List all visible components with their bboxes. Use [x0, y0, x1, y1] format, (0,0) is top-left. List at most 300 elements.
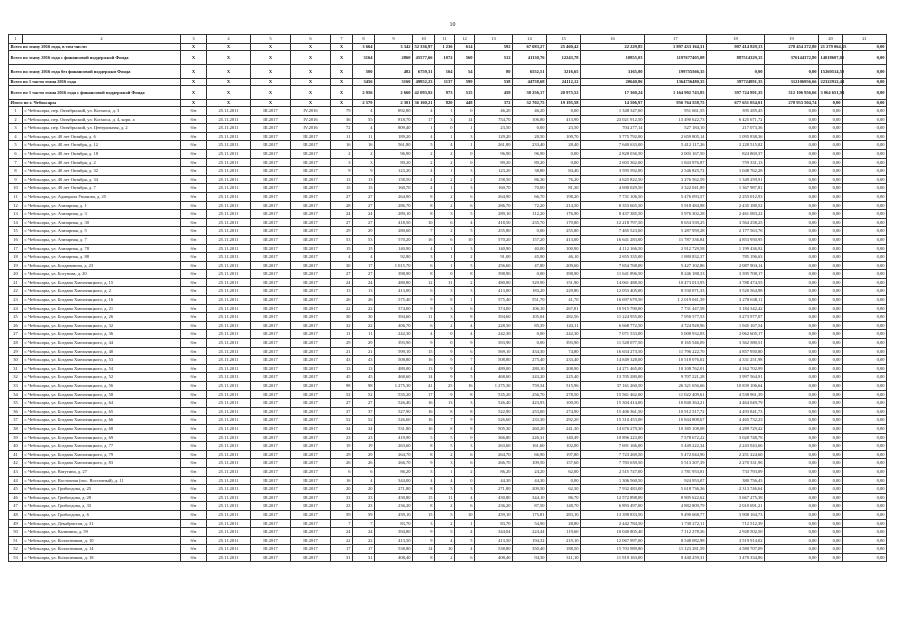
- table-cell: 54,90: [513, 519, 547, 528]
- table-cell: 0: [455, 433, 475, 442]
- table-cell: 242,30: [547, 330, 581, 339]
- table-cell: 4: [435, 536, 455, 545]
- table-cell: б/н: [181, 330, 207, 339]
- table-row: [9, 313, 887, 322]
- table-cell: III.2017: [291, 261, 331, 270]
- table-cell: 27: [331, 399, 353, 408]
- table-cell: 16: [413, 416, 435, 425]
- summary-row: [9, 86, 887, 100]
- table-cell: 515,96: [547, 382, 581, 391]
- table-cell: 0,00: [819, 132, 843, 141]
- table-cell: 11: [353, 330, 375, 339]
- table-cell: 66,70: [513, 192, 547, 201]
- summary-value: 32 702,75: [513, 100, 547, 107]
- table-cell: б/н: [181, 278, 207, 287]
- table-cell: 46: [9, 493, 23, 502]
- table-cell: 286,70: [475, 201, 513, 210]
- table-cell: 6 668 772,50: [581, 321, 645, 330]
- table-cell: 3 520 564,98: [707, 287, 765, 296]
- table-cell: 9: [413, 296, 435, 305]
- table-cell: 25.11.2011: [207, 115, 251, 124]
- table-cell: 25.11.2011: [207, 485, 251, 494]
- table-cell: 16: [413, 407, 435, 416]
- address-cell: г. Чебоксары, ул. Восточная (пос. Восточный), д. 11: [23, 476, 181, 485]
- table-cell: б/н: [181, 493, 207, 502]
- table-cell: III.2017: [291, 304, 331, 313]
- table-cell: 9: [455, 416, 475, 425]
- table-cell: 2 603 362,00: [581, 158, 645, 167]
- table-cell: 38,80: [513, 167, 547, 176]
- table-cell: 413,00: [375, 287, 413, 296]
- table-cell: 25.11.2011: [207, 278, 251, 287]
- table-cell: 0,00: [843, 459, 887, 468]
- table-cell: III.2017: [251, 235, 291, 244]
- table-cell: б/н: [181, 502, 207, 511]
- table-cell: б/н: [181, 416, 207, 425]
- table-row: [9, 235, 887, 244]
- table-cell: 1: [435, 184, 455, 193]
- table-cell: 508,80: [475, 356, 513, 365]
- table-cell: 106,80: [513, 115, 547, 124]
- table-cell: 25.11.2011: [207, 261, 251, 270]
- summary-value: 3 064 651,94: [819, 86, 843, 100]
- table-cell: 25.11.2011: [207, 304, 251, 313]
- summary-value: 2 660: [375, 86, 413, 100]
- table-cell: 5: [435, 442, 455, 451]
- table-cell: 242,30: [475, 330, 513, 339]
- table-cell: III.2017: [251, 364, 291, 373]
- summary-value: 458: [475, 86, 513, 100]
- table-cell: б/н: [181, 536, 207, 545]
- table-cell: III.2017: [251, 253, 291, 262]
- summary-value: X: [251, 51, 291, 65]
- table-cell: 13: [353, 287, 375, 296]
- table-cell: 0,00: [843, 244, 887, 253]
- table-cell: III.2017: [251, 115, 291, 124]
- summary-value: X: [291, 44, 331, 51]
- address-cell: г. Чебоксары, ул. Грибоедова, д. 33: [23, 502, 181, 511]
- table-cell: III.2017: [251, 201, 291, 210]
- table-cell: 344,10: [513, 493, 547, 502]
- table-cell: 8: [413, 450, 435, 459]
- table-cell: 7 654 768,00: [581, 261, 645, 270]
- address-cell: г. Чебоксары, ул. Богдана Хмельницкого, д. 52: [23, 373, 181, 382]
- table-cell: 0,00: [765, 167, 819, 176]
- table-cell: 32: [331, 321, 353, 330]
- summary-value: X: [331, 100, 353, 107]
- table-cell: б/н: [181, 450, 207, 459]
- table-cell: 15: [9, 227, 23, 236]
- table-cell: III.2017: [251, 433, 291, 442]
- table-cell: 4: [353, 124, 375, 133]
- address-cell: г. Чебоксары, ул. Азизарная, д. 7: [23, 235, 181, 244]
- table-row: [9, 356, 887, 365]
- table-row: [9, 382, 887, 391]
- summary-value: X: [181, 86, 207, 100]
- table-cell: 11: [435, 278, 455, 287]
- table-cell: III.2017: [291, 235, 331, 244]
- table-cell: б/н: [181, 227, 207, 236]
- table-cell: 418,50: [375, 218, 413, 227]
- table-cell: 0,00: [819, 115, 843, 124]
- summary-value: 599: [455, 79, 475, 86]
- summary-value: X: [251, 79, 291, 86]
- table-cell: 27: [331, 192, 353, 201]
- table-cell: 79: [331, 107, 353, 116]
- table-cell: 0,00: [765, 330, 819, 339]
- table-cell: 26: [353, 296, 375, 305]
- table-cell: 0,00: [819, 141, 843, 150]
- table-cell: III.2017: [251, 278, 291, 287]
- table-cell: 16: [9, 235, 23, 244]
- table-cell: 759 331,13: [707, 158, 765, 167]
- table-cell: 759,34: [513, 382, 547, 391]
- table-cell: 25.11.2011: [207, 364, 251, 373]
- table-cell: 3: [331, 158, 353, 167]
- table-cell: 12: [413, 278, 435, 287]
- table-cell: 7: [413, 227, 435, 236]
- table-cell: 17: [9, 244, 23, 253]
- table-cell: 8 905 622,62: [645, 493, 707, 502]
- table-cell: б/н: [181, 347, 207, 356]
- table-cell: б/н: [181, 313, 207, 322]
- table-cell: 35: [9, 399, 23, 408]
- table-cell: 3 788 474,55: [707, 278, 765, 287]
- summary-value: X: [207, 100, 251, 107]
- table-row: [9, 296, 887, 305]
- table-cell: б/н: [181, 545, 207, 554]
- table-cell: б/н: [181, 210, 207, 219]
- summary-value: 2 579: [353, 100, 375, 107]
- table-cell: 16: [455, 382, 475, 391]
- summary-value: 12243,78: [547, 51, 581, 65]
- table-cell: 2 928 502,50: [707, 528, 765, 537]
- table-cell: III.2017: [291, 321, 331, 330]
- table-cell: 0,00: [765, 184, 819, 193]
- table-cell: 42: [9, 459, 23, 468]
- table-cell: 0,00: [843, 407, 887, 416]
- table-cell: 4: [455, 545, 475, 554]
- table-cell: 13: [413, 364, 435, 373]
- table-cell: III.2017: [291, 253, 331, 262]
- table-row: [9, 149, 887, 158]
- table-cell: 25.11.2011: [207, 313, 251, 322]
- table-row: [9, 416, 887, 425]
- table-cell: 100,70: [547, 132, 581, 141]
- table-cell: 253,00: [513, 407, 547, 416]
- table-cell: 52: [353, 416, 375, 425]
- table-cell: 1: [9, 107, 23, 116]
- summary-value: 20 975,52: [547, 86, 581, 100]
- table-cell: 1 306 560,50: [581, 476, 645, 485]
- table-cell: 47: [9, 502, 23, 511]
- table-cell: 0,00: [843, 416, 887, 425]
- summary-value: 956 764 558,75: [645, 100, 707, 107]
- table-cell: 311,10: [547, 553, 581, 562]
- table-cell: 3: [455, 399, 475, 408]
- table-cell: 535,20: [375, 390, 413, 399]
- table-row: [9, 184, 887, 193]
- table-cell: 25.11.2011: [207, 253, 251, 262]
- table-cell: 16: [413, 356, 435, 365]
- address-cell: г. Чебоксары, ул. 40 лет Октября, д. 32: [23, 167, 181, 176]
- table-cell: III.2017: [291, 424, 331, 433]
- table-cell: 0,00: [765, 399, 819, 408]
- table-cell: 25.11.2011: [207, 476, 251, 485]
- table-cell: 36: [331, 115, 353, 124]
- table-cell: 4 857 950,80: [707, 347, 765, 356]
- table-cell: 280,10: [513, 364, 547, 373]
- summary-value: X: [291, 65, 331, 79]
- table-cell: 6: [9, 149, 23, 158]
- table-cell: 264,90: [475, 192, 513, 201]
- table-cell: 25.11.2011: [207, 339, 251, 348]
- table-cell: 102,00: [547, 442, 581, 451]
- table-cell: 1 275,30: [475, 382, 513, 391]
- table-cell: 6: [455, 201, 475, 210]
- table-cell: 1 275,30: [375, 382, 413, 391]
- table-cell: 72,20: [513, 201, 547, 210]
- table-cell: 0,00: [843, 115, 887, 124]
- table-cell: 10 473 013,95: [645, 278, 707, 287]
- table-cell: 17: [413, 390, 435, 399]
- table-cell: 0,00: [843, 235, 887, 244]
- table-cell: б/н: [181, 373, 207, 382]
- table-cell: III.2017: [291, 493, 331, 502]
- address-cell: г. Чебоксары, ул. Богдана Хмельницкого, д. 40: [23, 347, 181, 356]
- table-cell: 72: [331, 124, 353, 133]
- table-cell: 0,00: [765, 545, 819, 554]
- summary-value: 45577,66: [413, 51, 435, 65]
- summary-row: [9, 79, 887, 86]
- summary-value: 500: [353, 65, 375, 79]
- table-cell: 9: [413, 459, 435, 468]
- table-cell: 43: [331, 356, 353, 365]
- table-cell: 0: [435, 339, 455, 348]
- summary-value: 3160: [375, 79, 413, 86]
- table-cell: 66,90: [513, 450, 547, 459]
- address-cell: г. Чебоксары, ул. Калинина, д. 59: [23, 528, 181, 537]
- table-cell: 0,00: [843, 493, 887, 502]
- summary-value: 560: [455, 51, 475, 65]
- table-cell: 2: [435, 149, 455, 158]
- table-cell: 34: [331, 424, 353, 433]
- table-row: [9, 519, 887, 528]
- table-cell: 10: [455, 235, 475, 244]
- table-cell: 9: [455, 339, 475, 348]
- table-cell: III.2017: [291, 433, 331, 442]
- table-cell: 14: [455, 115, 475, 124]
- table-cell: 0,00: [765, 261, 819, 270]
- table-cell: 0,00: [819, 261, 843, 270]
- table-cell: 0,00: [547, 476, 581, 485]
- table-cell: 123,20: [375, 167, 413, 176]
- table-cell: 25.11.2011: [207, 399, 251, 408]
- table-cell: 87,50: [513, 502, 547, 511]
- summary-value: X: [251, 44, 291, 51]
- summary-value: X: [207, 51, 251, 65]
- table-row: [9, 218, 887, 227]
- table-cell: 344,00: [375, 476, 413, 485]
- summary-value: 14 506,97: [581, 100, 645, 107]
- table-cell: 809,40: [375, 124, 413, 133]
- table-cell: 8 165 546,09: [645, 339, 707, 348]
- table-row: [9, 528, 887, 537]
- table-cell: б/н: [181, 218, 207, 227]
- table-cell: 1 2 019 041,39: [645, 296, 707, 305]
- table-cell: 17: [353, 545, 375, 554]
- table-cell: 22: [353, 536, 375, 545]
- column-number: 13: [475, 35, 513, 44]
- table-cell: 0,00: [513, 330, 547, 339]
- table-cell: 468,60: [475, 373, 513, 382]
- table-cell: 11 919 163,00: [581, 553, 645, 562]
- table-cell: 5: [435, 510, 455, 519]
- table-cell: III.2017: [291, 132, 331, 141]
- table-cell: III.2017: [251, 502, 291, 511]
- table-cell: 30: [331, 261, 353, 270]
- table-cell: 0,00: [819, 321, 843, 330]
- table-cell: 4 625 822,50: [581, 175, 645, 184]
- table-cell: 14 271 465,00: [581, 364, 645, 373]
- table-row: [9, 270, 887, 279]
- summary-value: 52 336,97: [414, 44, 433, 49]
- table-cell: 0,00: [765, 304, 819, 313]
- table-cell: 29: [9, 347, 23, 356]
- table-cell: 8: [435, 407, 455, 416]
- table-cell: 129,20: [475, 132, 513, 141]
- table-cell: 0,00: [547, 149, 581, 158]
- table-cell: 0,00: [819, 124, 843, 133]
- table-cell: III.2017: [251, 158, 291, 167]
- summary-value: X: [207, 86, 251, 100]
- address-cell: г. Чебоксары, ул. 40 лет Октября, д. 7: [23, 184, 181, 193]
- table-cell: 0: [435, 330, 455, 339]
- table-cell: III.2017: [251, 467, 291, 476]
- table-cell: 1 945 167,54: [707, 321, 765, 330]
- table-cell: III.2017: [251, 321, 291, 330]
- table-cell: 53: [353, 235, 375, 244]
- table-cell: 3 184 342,42: [707, 304, 765, 313]
- table-cell: 9: [9, 175, 23, 184]
- table-cell: б/н: [181, 528, 207, 537]
- table-cell: 0,00: [819, 442, 843, 451]
- summary-value: 22322912,44: [820, 79, 845, 84]
- table-cell: 4 580 707,09: [707, 545, 765, 554]
- table-cell: 0,00: [819, 158, 843, 167]
- column-number: 6: [291, 35, 331, 44]
- table-cell: 89,20: [475, 158, 513, 167]
- table-cell: 2: [9, 115, 23, 124]
- summary-value: 3 664: [353, 44, 375, 51]
- table-cell: 46,10: [547, 253, 581, 262]
- table-cell: 0,00: [843, 339, 887, 348]
- summary-value: 614: [455, 44, 475, 51]
- table-cell: 45: [331, 373, 353, 382]
- table-cell: 2: [435, 519, 455, 528]
- summary-value: 17 360,24: [581, 86, 645, 100]
- table-cell: 538,80: [375, 545, 413, 554]
- table-cell: 3: [435, 287, 455, 296]
- table-cell: 0,00: [765, 553, 819, 562]
- table-cell: 4: [455, 493, 475, 502]
- table-cell: III.2017: [291, 502, 331, 511]
- table-cell: б/н: [181, 485, 207, 494]
- table-cell: 3: [455, 167, 475, 176]
- table-cell: 0,00: [819, 304, 843, 313]
- table-cell: 2: [413, 158, 435, 167]
- table-cell: 4 493 841,73: [707, 407, 765, 416]
- table-cell: 0,00: [765, 390, 819, 399]
- table-cell: 243,20: [513, 373, 547, 382]
- table-cell: 4: [9, 132, 23, 141]
- table-cell: 112,20: [513, 210, 547, 219]
- table-row: [9, 485, 887, 494]
- table-cell: 86,20: [375, 467, 413, 476]
- summary-value: 1137: [435, 79, 455, 86]
- table-cell: 98: [353, 382, 375, 391]
- table-cell: б/н: [181, 261, 207, 270]
- table-cell: 489,00: [475, 364, 513, 373]
- column-number: 9: [375, 35, 413, 44]
- table-cell: 1 730 272,11: [645, 519, 707, 528]
- table-cell: III.2017: [291, 296, 331, 305]
- table-cell: 4 289 729,42: [707, 424, 765, 433]
- table-cell: 0,00: [765, 442, 819, 451]
- table-cell: 0,00: [765, 347, 819, 356]
- table-row: [9, 545, 887, 554]
- table-cell: 96,90: [475, 149, 513, 158]
- table-cell: 0,00: [819, 330, 843, 339]
- table-cell: 40: [9, 442, 23, 451]
- table-cell: 19: [9, 261, 23, 270]
- table-cell: 6: [455, 459, 475, 468]
- summary-value: 0,00: [843, 51, 887, 65]
- table-cell: 25.11.2011: [207, 390, 251, 399]
- table-cell: 59: [353, 510, 375, 519]
- table-cell: 6: [413, 321, 435, 330]
- table-cell: 76,20: [547, 175, 581, 184]
- table-cell: 25.11.2011: [207, 553, 251, 562]
- table-cell: 2 270 331,96: [707, 459, 765, 468]
- table-cell: III.2017: [291, 373, 331, 382]
- table-cell: 8 246 188,33: [645, 270, 707, 279]
- summary-label: Всего по 1 части этапа 2016 года с финансовой поддержкой Фонда: [9, 86, 181, 100]
- table-cell: 6: [353, 467, 375, 476]
- table-cell: 11 224 955,00: [581, 313, 645, 322]
- table-cell: 599,10: [375, 347, 413, 356]
- table-cell: 11: [331, 132, 353, 141]
- table-cell: 0,00: [819, 107, 843, 116]
- table-cell: 3: [455, 287, 475, 296]
- table-cell: 11: [435, 493, 455, 502]
- table-cell: 6: [455, 347, 475, 356]
- table-cell: 5 918 484,98: [645, 201, 707, 210]
- table-cell: 1: [435, 107, 455, 116]
- table-cell: 25.11.2011: [207, 545, 251, 554]
- table-cell: 275,40: [513, 356, 547, 365]
- table-cell: 25.11.2011: [207, 373, 251, 382]
- summary-value: 1072: [435, 51, 455, 65]
- table-cell: 0,00: [843, 304, 887, 313]
- table-cell: 157,20: [513, 235, 547, 244]
- table-cell: 4: [413, 167, 435, 176]
- table-cell: 2 003 167,50: [645, 149, 707, 158]
- table-cell: III.2017: [251, 450, 291, 459]
- table-cell: 11 796 222,70: [645, 347, 707, 356]
- table-cell: 575,40: [375, 296, 413, 305]
- table-cell: III.2017: [251, 313, 291, 322]
